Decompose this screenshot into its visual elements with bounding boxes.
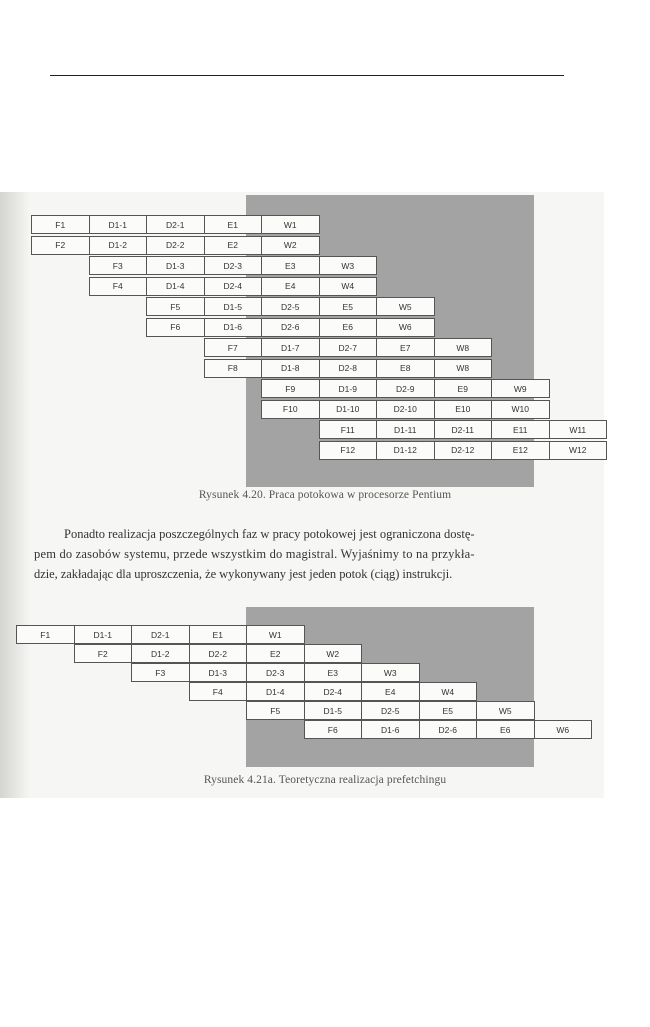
pipeline-cell: W4 (419, 682, 478, 701)
pipeline-cell: D1-3 (189, 663, 248, 682)
pipeline-cell: D1-5 (304, 701, 363, 720)
pipeline-cell: E10 (434, 400, 493, 419)
paragraph-line-3: dzie, zakładając dla uproszczenia, że wykonywany jest jeden potok (ciąg) instrukcji. (34, 567, 453, 581)
pipeline-cell: W9 (491, 379, 550, 398)
pipeline-cell: E6 (476, 720, 535, 739)
pipeline-cell: E8 (376, 359, 435, 378)
pipeline-cell: F1 (31, 215, 90, 234)
pipeline-cell: D2-6 (261, 318, 320, 337)
pipeline-cell: W12 (549, 441, 608, 460)
pipeline-cell: F11 (319, 420, 378, 439)
pipeline-cell: D2-4 (204, 277, 263, 296)
pipeline-cell: F5 (146, 297, 205, 316)
pipeline-cell: D1-9 (319, 379, 378, 398)
pipeline-cell: F3 (131, 663, 190, 682)
pipeline-cell: D1-8 (261, 359, 320, 378)
pipeline-cell: D1-7 (261, 338, 320, 357)
pipeline-cell: D2-12 (434, 441, 493, 460)
scan-shadow-edge (0, 192, 30, 798)
pipeline-cell: E3 (261, 256, 320, 275)
pipeline-cell: D2-8 (319, 359, 378, 378)
pipeline-cell: D2-6 (419, 720, 478, 739)
paragraph-line-1: Ponadto realizacja poszczególnych faz w pracy potokowej jest ograniczona dostę- (64, 527, 475, 541)
pipeline-cell: D2-2 (189, 644, 248, 663)
pipeline-cell: W11 (549, 420, 608, 439)
pipeline-cell: D1-12 (376, 441, 435, 460)
pipeline-cell: F6 (304, 720, 363, 739)
pipeline-cell: F1 (16, 625, 75, 644)
pipeline-cell: W5 (376, 297, 435, 316)
pipeline-cell: D2-10 (376, 400, 435, 419)
pipeline-cell: F4 (89, 277, 148, 296)
pipeline-cell: D2-5 (361, 701, 420, 720)
pipeline-cell: W10 (491, 400, 550, 419)
pipeline-cell: E9 (434, 379, 493, 398)
pipeline-cell: D2-3 (246, 663, 305, 682)
pipeline-cell: E4 (361, 682, 420, 701)
pipeline-cell: D1-3 (146, 256, 205, 275)
pipeline-cell: D1-6 (204, 318, 263, 337)
pipeline-cell: W6 (534, 720, 593, 739)
pipeline-cell: F10 (261, 400, 320, 419)
pipeline-cell: W3 (319, 256, 378, 275)
pipeline-cell: D1-11 (376, 420, 435, 439)
pipeline-cell: D1-4 (246, 682, 305, 701)
figure-a-caption: Rysunek 4.20. Praca potokowa w procesorze Pentium (198, 489, 452, 501)
pipeline-cell: D2-11 (434, 420, 493, 439)
pipeline-cell: F6 (146, 318, 205, 337)
pipeline-cell: E2 (204, 236, 263, 255)
pipeline-cell: F12 (319, 441, 378, 460)
header-rule (50, 75, 564, 76)
pipeline-cell: D1-1 (89, 215, 148, 234)
pipeline-cell: D1-2 (131, 644, 190, 663)
pipeline-cell: D2-3 (204, 256, 263, 275)
pipeline-cell: F2 (74, 644, 133, 663)
pipeline-cell: D1-10 (319, 400, 378, 419)
pipeline-cell: E1 (189, 625, 248, 644)
pipeline-cell: E6 (319, 318, 378, 337)
pipeline-cell: E2 (246, 644, 305, 663)
pipeline-cell: W1 (246, 625, 305, 644)
pipeline-cell: W2 (261, 236, 320, 255)
pipeline-cell: D2-1 (146, 215, 205, 234)
pipeline-cell: F2 (31, 236, 90, 255)
pipeline-cell: D1-6 (361, 720, 420, 739)
pipeline-cell: D1-5 (204, 297, 263, 316)
pipeline-cell: E4 (261, 277, 320, 296)
pipeline-cell: W2 (304, 644, 363, 663)
pipeline-cell: E1 (204, 215, 263, 234)
pipeline-cell: F9 (261, 379, 320, 398)
pipeline-cell: D1-4 (146, 277, 205, 296)
pipeline-cell: F8 (204, 359, 263, 378)
pipeline-cell: W6 (376, 318, 435, 337)
pipeline-cell: D2-1 (131, 625, 190, 644)
paragraph-line-2: pem do zasobów systemu, przede wszystkim do magistral. Wyjaśnimy to na przykła- (34, 547, 475, 561)
pipeline-cell: F7 (204, 338, 263, 357)
pipeline-cell: D2-4 (304, 682, 363, 701)
pipeline-cell: E5 (319, 297, 378, 316)
pipeline-cell: D2-2 (146, 236, 205, 255)
pipeline-cell: E7 (376, 338, 435, 357)
pipeline-cell: W1 (261, 215, 320, 234)
pipeline-cell: W5 (476, 701, 535, 720)
pipeline-cell: W8 (434, 359, 493, 378)
pipeline-cell: D2-9 (376, 379, 435, 398)
pipeline-cell: F4 (189, 682, 248, 701)
body-paragraph (34, 524, 590, 584)
pipeline-cell: E12 (491, 441, 550, 460)
pipeline-cell: W8 (434, 338, 493, 357)
pipeline-cell: E3 (304, 663, 363, 682)
pipeline-cell: F5 (246, 701, 305, 720)
pipeline-cell: D2-5 (261, 297, 320, 316)
figure-b-caption: Rysunek 4.21a. Teoretyczna realizacja prefetchingu (203, 774, 447, 786)
pipeline-cell: D1-1 (74, 625, 133, 644)
pipeline-cell: D2-7 (319, 338, 378, 357)
pipeline-cell: W4 (319, 277, 378, 296)
pipeline-cell: F3 (89, 256, 148, 275)
pipeline-cell: D1-2 (89, 236, 148, 255)
pipeline-cell: E11 (491, 420, 550, 439)
pipeline-cell: W3 (361, 663, 420, 682)
pipeline-cell: E5 (419, 701, 478, 720)
